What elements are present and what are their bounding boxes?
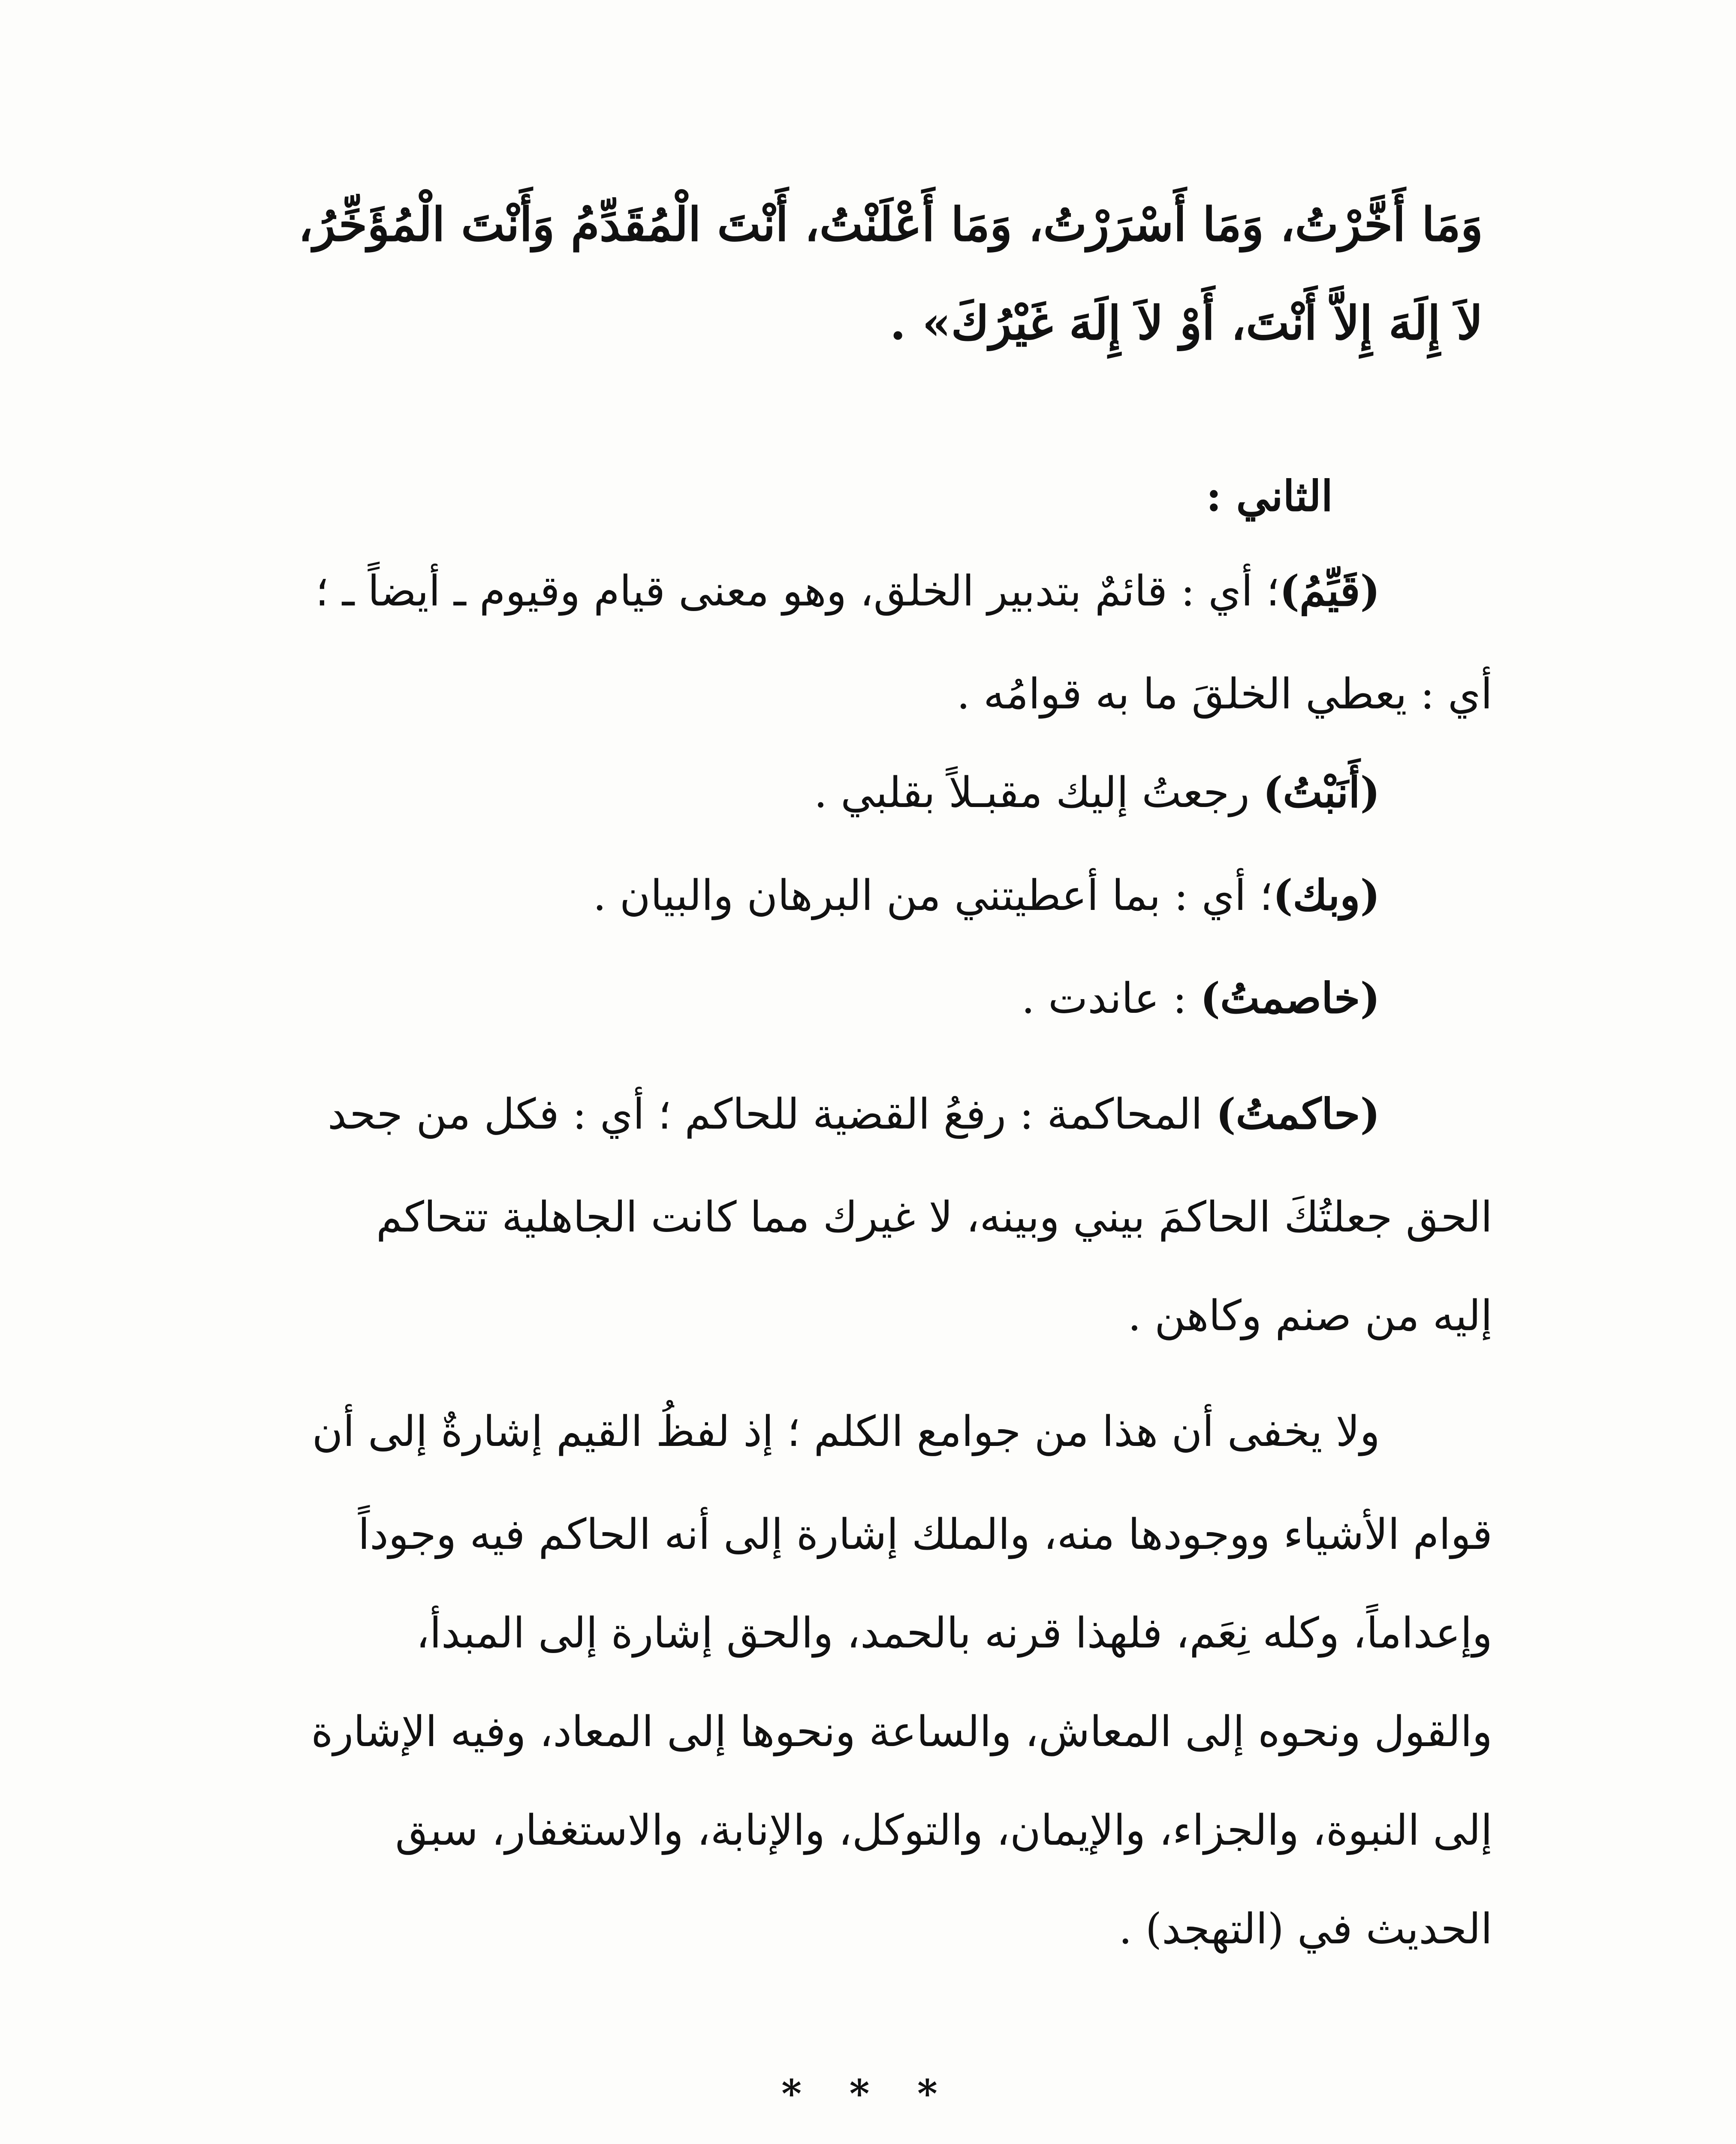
entry-definition: : عاندت .: [1021, 974, 1187, 1023]
entry-qayyim: [315, 566, 1380, 616]
entry-term: (خاصمتُ): [1200, 974, 1380, 1023]
entry-qayyim-continued: أي : يعطي الخلقَ ما به قوامُه .: [956, 670, 1492, 719]
entry-anabtu: [814, 768, 1380, 817]
paragraph-line-3: وإعداماً، وكله نِعَم، فلهذا قرنه بالحمد، والحق إشارة إلى المبدأ،: [416, 1609, 1492, 1658]
entry-hakamtu-line-2: الحق جعلتُكَ الحاكمَ بيني وبينه، لا غيرك مما كانت الجاهلية تتحاكم: [376, 1193, 1492, 1242]
hadith-line-1: وَمَا أَخَّرْتُ، وَمَا أَسْرَرْتُ، وَمَا أَعْلَنْتُ، أَنْتَ الْمُقَدِّمُ وَأَنْتَ الْمُؤَخِّرُ،: [298, 198, 1483, 252]
paragraph-line-1: ولا يخفى أن هذا من جوامع الكلم ؛ إذ لفظُ القيم إشارةٌ إلى أن: [312, 1407, 1380, 1456]
hadith-line-2: لاَ إِلَهَ إِلاَّ أَنْتَ، أَوْ لاَ إِلَهَ غَيْرُكَ» .: [889, 296, 1483, 350]
entry-khasamtu: [1021, 974, 1380, 1023]
entry-hakamtu: [327, 1090, 1380, 1139]
section-heading: الثاني :: [1206, 472, 1333, 521]
entry-term: (قَيِّمُ): [1279, 566, 1380, 616]
section-separator: * * *: [781, 2071, 955, 2117]
entry-hakamtu-line-3: إليه من صنم وكاهن .: [1127, 1292, 1492, 1340]
paragraph-line-2: قوام الأشياء ووجودها منه، والملك إشارة إلى أنه الحاكم فيه وجوداً: [358, 1510, 1492, 1559]
paragraph-line-5: إلى النبوة، والجزاء، والإيمان، والتوكل، والإنابة، والاستغفار، سبق: [395, 1806, 1492, 1855]
entry-term: (وبك): [1273, 871, 1380, 920]
entry-term: (أَنَبْتُ): [1263, 768, 1380, 817]
entry-term: (حاكمتُ): [1216, 1090, 1380, 1139]
entry-wabika: [593, 871, 1380, 920]
paragraph-line-4: والقول ونحوه إلى المعاش، والساعة ونحوها إلى المعاد، وفيه الإشارة: [311, 1707, 1492, 1756]
entry-definition: رجعتُ إليك مقبـلاً بقلبي .: [814, 768, 1263, 817]
entry-definition: ؛ أي : بما أعطيتني من البرهان والبيان .: [593, 871, 1273, 920]
paragraph-line-6: الحديث في (التهجد) .: [1118, 1905, 1492, 1954]
entry-definition: المحاكمة : رفعُ القضية للحاكم ؛ أي : فكل من جحد: [327, 1090, 1216, 1139]
entry-definition: ؛ أي : قائمٌ بتدبير الخلق، وهو معنى قيام وقيوم ـ أيضاً ـ ؛: [315, 567, 1280, 616]
